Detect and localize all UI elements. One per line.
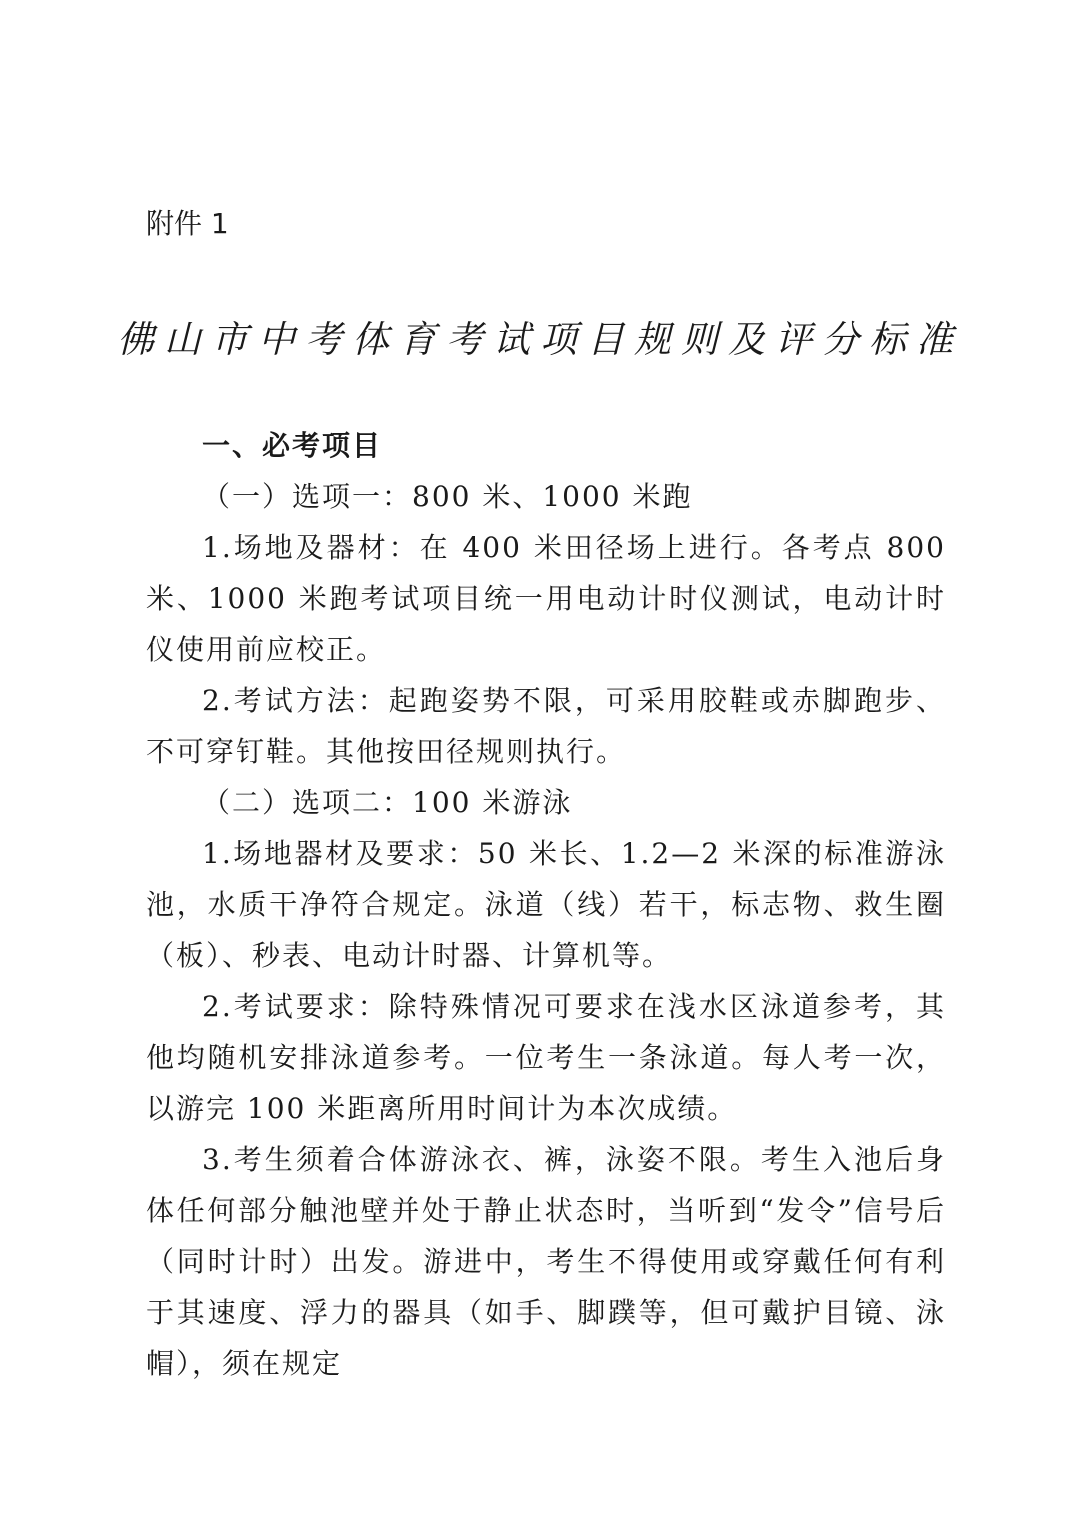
option1-heading: （一）选项一：800 米、1000 米跑: [202, 480, 693, 513]
option2-heading: （二）选项二：100 米游泳: [202, 786, 573, 819]
attachment-label: 附件 1: [146, 207, 229, 240]
section-heading-required-items: 一、必考项目: [202, 429, 383, 462]
option2-paragraph-requirements: 2.考试要求：除特殊情况可要求在浅水区泳道参考，其他均随机安排泳道参考。一位考生一条泳道。每人考一次，以游完 100 米距离所用时间计为本次成绩。: [146, 990, 946, 1125]
option2-paragraph-venue: 1.场地器材及要求：50 米长、1.2—2 米深的标准游泳池，水质干净符合规定。泳道（线）若干，标志物、救生圈（板）、秒表、电动计时器、计算机等。: [146, 837, 946, 972]
option1-paragraph-method: 2.考试方法：起跑姿势不限，可采用胶鞋或赤脚跑步、不可穿钉鞋。其他按田径规则执行。: [146, 684, 946, 768]
option1-paragraph-venue: 1.场地及器材：在 400 米田径场上进行。各考点 800 米、1000 米跑考试项目统一用电动计时仪测试，电动计时仪使用前应校正。: [146, 531, 946, 666]
option2-paragraph-rules: 3.考生须着合体游泳衣、裤，泳姿不限。考生入池后身体任何部分触池壁并处于静止状态时，当听到“发令”信号后（同时计时）出发。游进中，考生不得使用或穿戴任何有利于其速度、浮力的器具（如手、脚蹼等，但可戴护目镜、泳帽），须在规定: [146, 1143, 946, 1380]
document-title: 佛山市中考体育考试项目规则及评分标准: [117, 318, 963, 361]
document-body: [146, 420, 946, 1389]
